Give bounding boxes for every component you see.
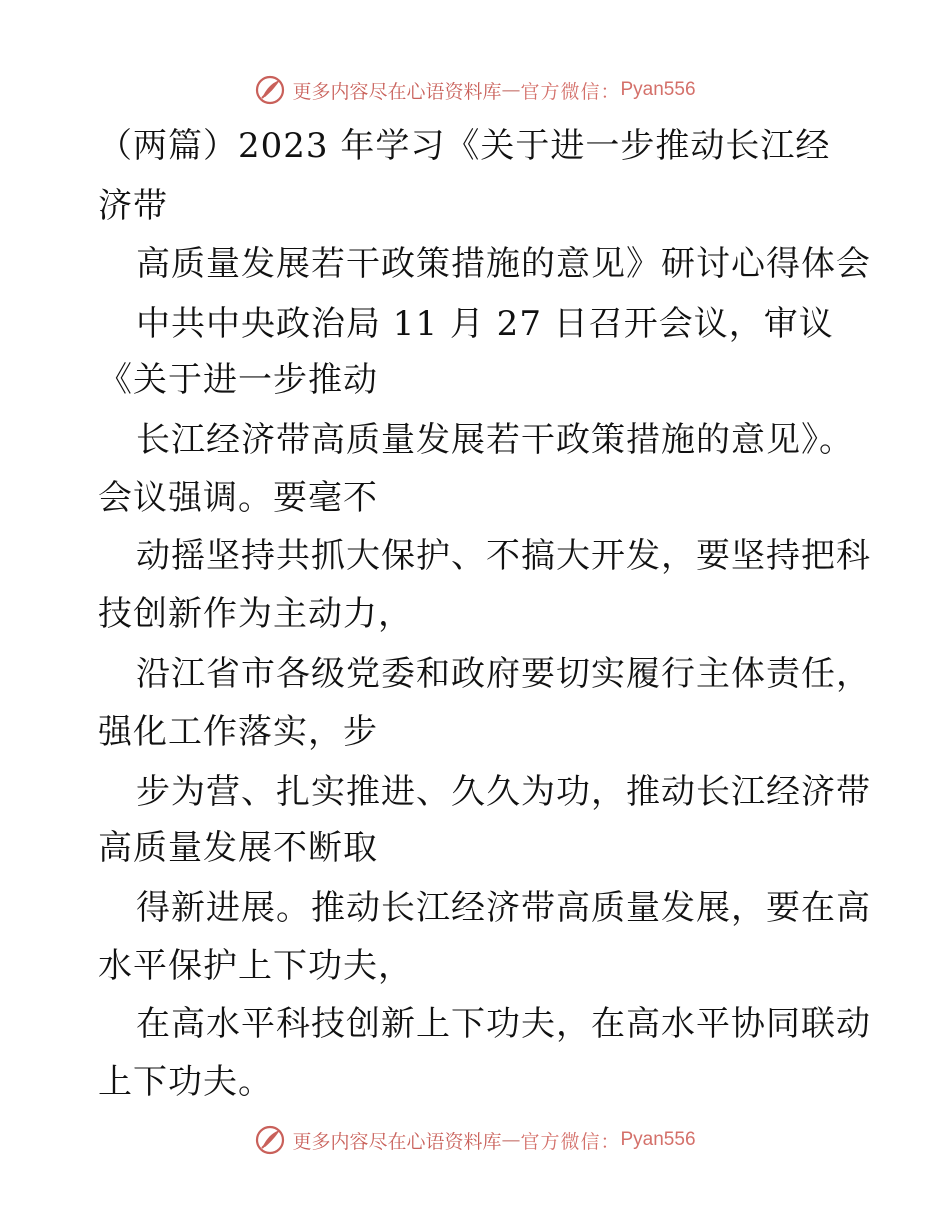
body-line: 中共中央政治局 11 月 27 日召开会议，审议: [136, 304, 834, 344]
body-line: 强化工作落实，步: [98, 712, 378, 752]
title-line-3: 高质量发展若干政策措施的意见》研讨心得体会: [136, 244, 871, 284]
quill-logo-icon: [254, 1124, 286, 1156]
body-line: 动摇坚持共抓大保护、不搞大开发，要坚持把科: [136, 536, 871, 576]
body-line: 高质量发展不断取: [98, 828, 378, 868]
body-line: 《关于进一步推动: [98, 360, 378, 400]
header-watermark: [0, 70, 950, 110]
watermark-wechat-label: 官方微信：: [520, 1130, 621, 1153]
title-line-1: （两篇）2023 年学习《关于进一步推动长江经: [98, 126, 831, 166]
footer-watermark: [0, 1120, 950, 1160]
body-line: 会议强调。要毫不: [98, 478, 378, 518]
body-line: 上下功夫。: [98, 1062, 273, 1102]
body-line: 沿江省市各级党委和政府要切实履行主体责任，: [136, 654, 871, 694]
body-line: 得新进展。推动长江经济带高质量发展，要在高: [136, 888, 871, 928]
title-line-2: 济带: [98, 186, 168, 226]
watermark-main-text: 更多内容尽在心语资料库: [292, 80, 502, 103]
watermark-wechat-id: Pyan556: [620, 79, 696, 100]
body-line: 水平保护上下功夫，: [98, 946, 413, 986]
watermark-main-text: 更多内容尽在心语资料库: [292, 1130, 502, 1153]
body-line: 技创新作为主动力，: [98, 594, 413, 634]
body-line: 在高水平科技创新上下功夫，在高水平协同联动: [136, 1004, 871, 1044]
watermark-wechat-label: 官方微信：: [520, 80, 621, 103]
watermark-wechat-id: Pyan556: [620, 1129, 696, 1150]
watermark-separator: —: [501, 1129, 521, 1151]
quill-logo-icon: [254, 74, 286, 106]
body-line: 长江经济带高质量发展若干政策措施的意见》。: [136, 420, 854, 460]
body-line: 步为营、扎实推进、久久为功，推动长江经济带: [136, 772, 871, 812]
watermark-separator: —: [501, 79, 521, 101]
